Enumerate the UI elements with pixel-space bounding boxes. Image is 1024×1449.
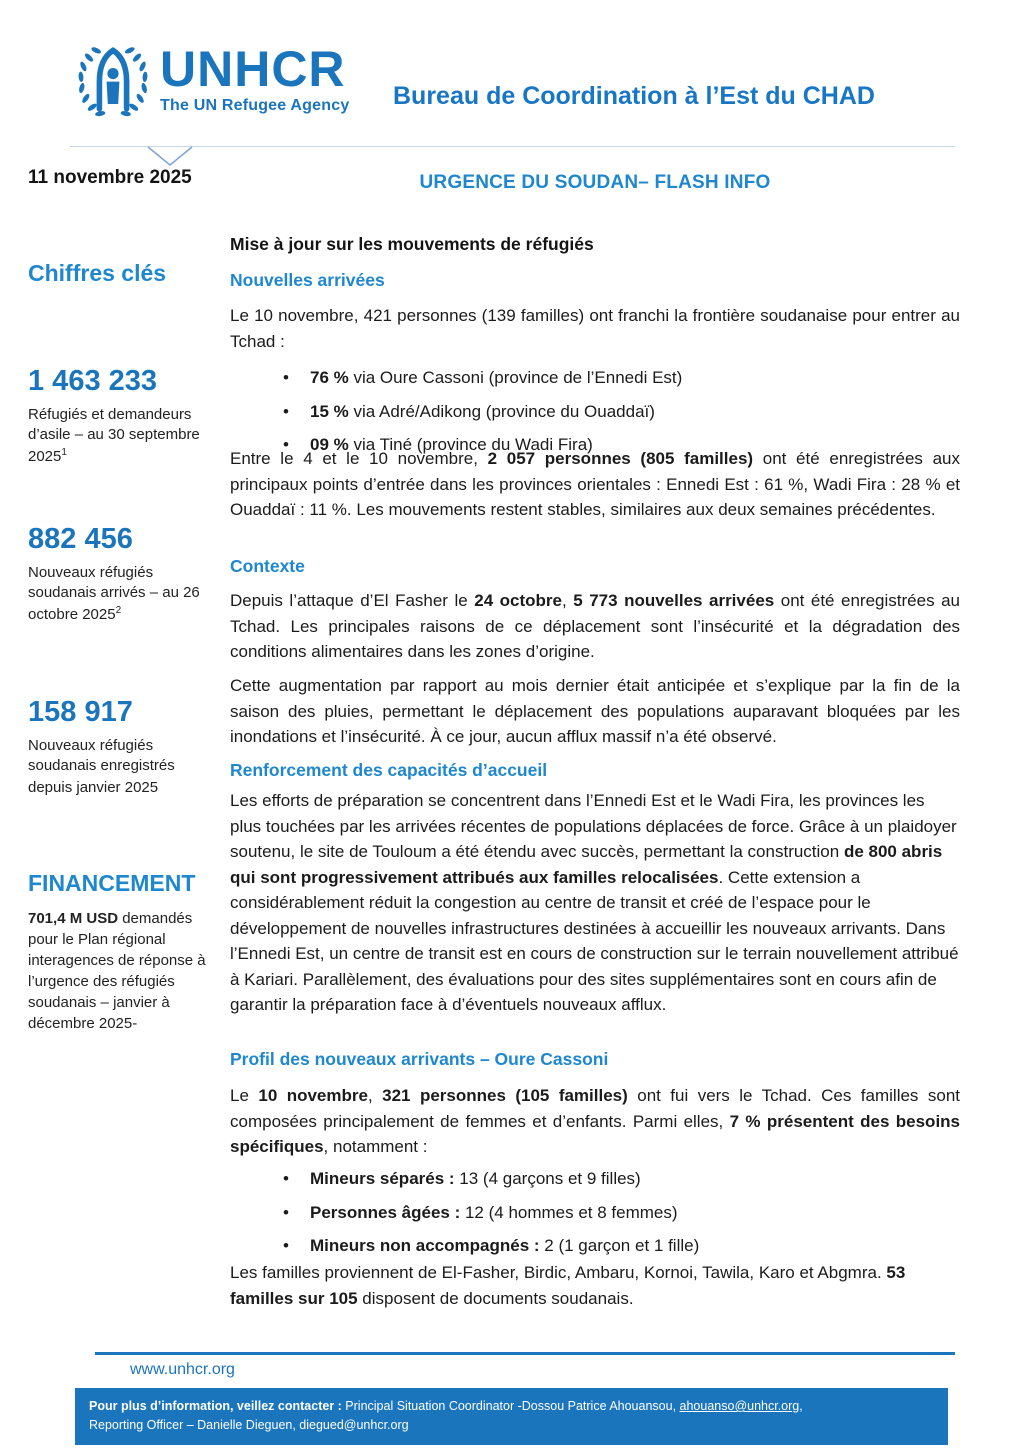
issue-date: 11 novembre 2025	[28, 167, 192, 188]
flash-info-title: URGENCE DU SOUDAN– FLASH INFO	[419, 172, 771, 193]
key-figure-value: 158 917	[28, 696, 133, 728]
heading-contexte: Contexte	[230, 556, 305, 576]
footer-divider	[95, 1352, 955, 1355]
key-figure-caption: Nouveaux réfugiés soudanais arrivés – au 26 octobre 2025$^2$	[28, 564, 200, 623]
key-figure-caption: Nouveaux réfugiés soudanais enregistrés depuis janvier 2025	[28, 737, 175, 796]
website-link[interactable]: www.unhcr.org	[130, 1361, 235, 1378]
footnote-marker: 1	[61, 446, 67, 458]
chevron-down-icon	[146, 146, 194, 168]
paragraph-registrations: Entre le 4 et le 10 novembre, 2 057 personnes (805 familles) ont été enregistrées aux principaux points d’entrée dans les provinces orientales : Ennedi Est : 61 %, Wadi Fira : 28 % et Ouaddaï : 11 %. Les mouvements restent stables, similaires aux deux semaines précédentes.	[230, 449, 960, 519]
bullet-item: • Personnes âgées : 12 (4 hommes et 8 femmes)	[283, 1200, 943, 1226]
header-divider	[70, 146, 955, 147]
financing-text: 701,4 M USD demandés pour le Plan régional interagences de réponse à l’urgence des réfugiés soudanais – janvier à décembre 2025-	[28, 910, 206, 1032]
contact-bar	[75, 1388, 948, 1445]
financing-heading: FINANCEMENT	[28, 870, 196, 896]
paragraph-origins: Les familles proviennent de El-Fasher, Birdic, Ambaru, Kornoi, Tawila, Karo et Abgmra. 53 familles sur 105 disposent de documents soudanais.	[230, 1263, 906, 1308]
bullet-list-specific-needs	[283, 1166, 943, 1267]
key-figure-caption: Réfugiés et demandeurs d’asile – au 30 septembre 2025$^1$	[28, 406, 200, 465]
contact-line: Pour plus d’information, veillez contacter : Principal Situation Coordinator -Dossou Patrice Ahouansou, ahouanso@unhcr.org,	[89, 1399, 803, 1413]
section-title: Mise à jour sur les mouvements de réfugiés	[230, 234, 594, 254]
unhcr-logotype	[160, 41, 350, 115]
document-title: Bureau de Coordination à l’Est du CHAD	[393, 82, 875, 110]
footnote-marker: 2	[115, 604, 122, 616]
heading-profil: Profil des nouveaux arrivants – Oure Cassoni	[230, 1049, 609, 1069]
key-figures-heading: Chiffres clés	[28, 260, 167, 286]
paragraph-profile: Le 10 novembre, 321 personnes (105 familles) ont fui vers le Tchad. Ces familles sont composées principalement de femmes et d’enfants. Parmi elles, 7 % présentent des besoins spécifiques, notamment :	[230, 1086, 961, 1156]
contact-line: Reporting Officer – Danielle Dieguen, diegued@unhcr.org	[89, 1418, 409, 1433]
bullet-item: • Mineurs séparés : 13 (4 garçons et 9 filles)	[283, 1166, 943, 1192]
key-figure	[28, 365, 208, 467]
paragraph-context-2: Cette augmentation par rapport au mois dernier était anticipée et s’explique par la fin de la saison des pluies, permettant le déplacement des populations auparavant bloquées par les inondations et l’insécurité. À ce jour, aucun afflux massif n’a été observé.	[230, 676, 960, 746]
key-figure-value: 1 463 233	[28, 365, 158, 397]
paragraph-reception-capacity: Les efforts de préparation se concentrent dans l’Ennedi Est et le Wadi Fira, les provinces les plus touchées par les arrivées récentes de populations déplacées de force. Grâce à un plaidoyer soutenu, le site de Touloum a été étendu avec succès, permettant la construction de 800 abris qui sont progressivement attribués aux familles relocalisées. Cette extension a considérablement réduit la congestion au centre de transit et créé de l’espace pour le développement de nouvelles infrastructures destinées à accueillir les nouveaux arrivants. Dans l’Ennedi Est, un centre de transit est en cours de construction sur le terrain nouvellement attribué à Kariari. Parallèlement, des évaluations pour des sites supplémentaires sont en cours afin de garantir la préparation face à d’éventuels nouveaux afflux.	[230, 791, 959, 1014]
bullet-item: • Mineurs non accompagnés : 2 (1 garçon et 1 fille)	[283, 1233, 943, 1259]
heading-nouvelles-arrivees: Nouvelles arrivées	[230, 270, 385, 290]
paragraph-context-1: Depuis l’attaque d’El Fasher le 24 octobre, 5 773 nouvelles arrivées ont été enregistrées au Tchad. Les principales raisons de ce déplacement sont l’insécurité et la dégradation des conditions alimentaires dans les zones d’origine.	[230, 591, 960, 661]
email-link[interactable]: ahouanso@unhcr.org	[679, 1399, 800, 1413]
bullet-item: • 09 % via Tiné (province du Wadi Fira)	[283, 432, 943, 458]
bullet-item: • 15 % via Adré/Adikong (province du Ouaddaï)	[283, 399, 943, 425]
key-figure	[28, 696, 208, 798]
unhcr-acronym: UNHCR	[160, 41, 346, 97]
heading-renforcement: Renforcement des capacités d’accueil	[230, 760, 548, 780]
unhcr-emblem-icon	[70, 40, 156, 120]
paragraph-new-arrivals: Le 10 novembre, 421 personnes (139 familles) ont franchi la frontière soudanaise pour entrer au Tchad :	[230, 306, 960, 351]
key-figure	[28, 523, 208, 625]
unhcr-tagline: The UN Refugee Agency	[160, 97, 350, 114]
bullet-item: • 76 % via Oure Cassoni (province de l’Ennedi Est)	[283, 365, 943, 391]
key-figure-value: 882 456	[28, 523, 133, 555]
